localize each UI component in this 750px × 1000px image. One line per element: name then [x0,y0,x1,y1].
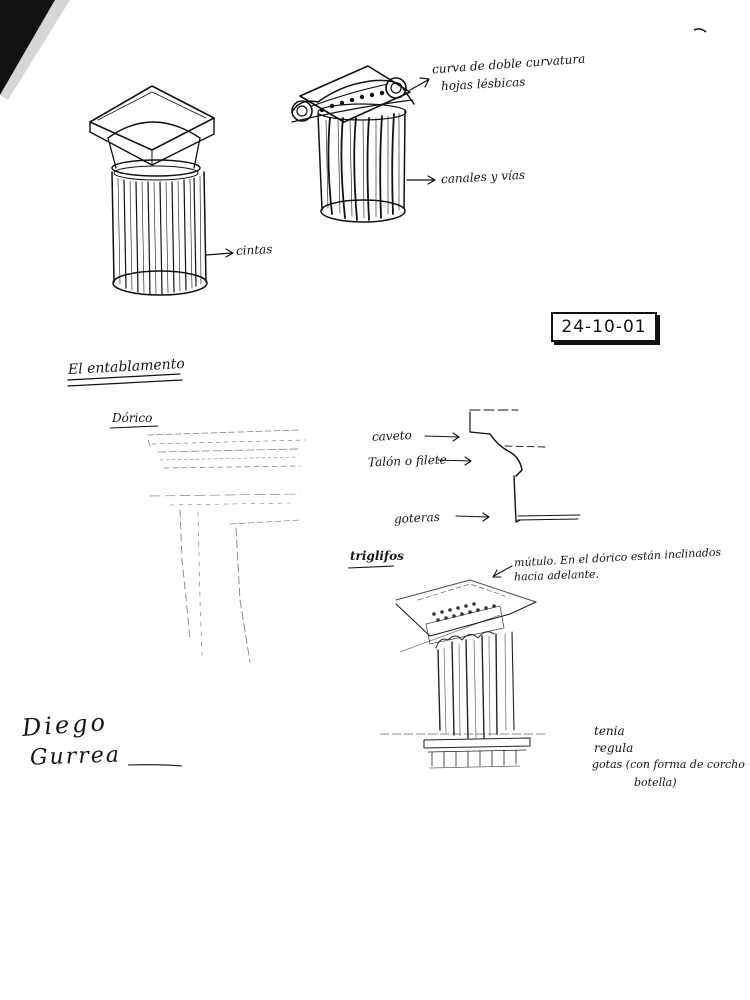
label-botella: botella) [634,776,677,789]
date-box [551,312,657,342]
label-hojas-lesbicas: hojas lésbicas [440,74,526,94]
doric-underline [110,426,158,428]
doric-entablature-sketch [148,430,305,662]
signature-first-name: Diego [21,708,109,742]
doric-column-sketch [90,86,233,295]
triglifos-underline [348,566,394,568]
signature-last-name: Gurrea [29,742,122,771]
triglyph-sketch [380,580,548,768]
pen-mark [694,29,706,32]
label-caveto: caveto [371,427,413,445]
cornice-profile-sketch [425,410,580,522]
heading-dorico: Dórico [112,411,153,425]
section-title-entablamento: El entablamento [67,355,186,379]
label-cintas: cintas [235,242,273,258]
mutule-arrow [493,566,512,577]
label-tenia: tenia [594,724,625,738]
note-mutulo: mútulo. En el dórico están inclinados [513,545,722,570]
date-text: 24-10-01 [561,317,647,337]
label-canales-y-vias: canales y vías [440,167,526,187]
label-gotas: gotas (con forma de corcho [592,758,745,771]
note-hacia-adelante: hacia adelante. [513,567,600,584]
label-regula: regula [594,741,634,755]
label-talon-o-filete: Talón o filete [367,452,447,470]
signature-tail [128,765,182,766]
label-curva-doble-curvatura: curva de doble curvatura [431,51,586,77]
heading-triglifos: triglifos [350,549,404,563]
label-goteras: goteras [393,509,441,527]
ionic-column-sketch [292,66,435,222]
